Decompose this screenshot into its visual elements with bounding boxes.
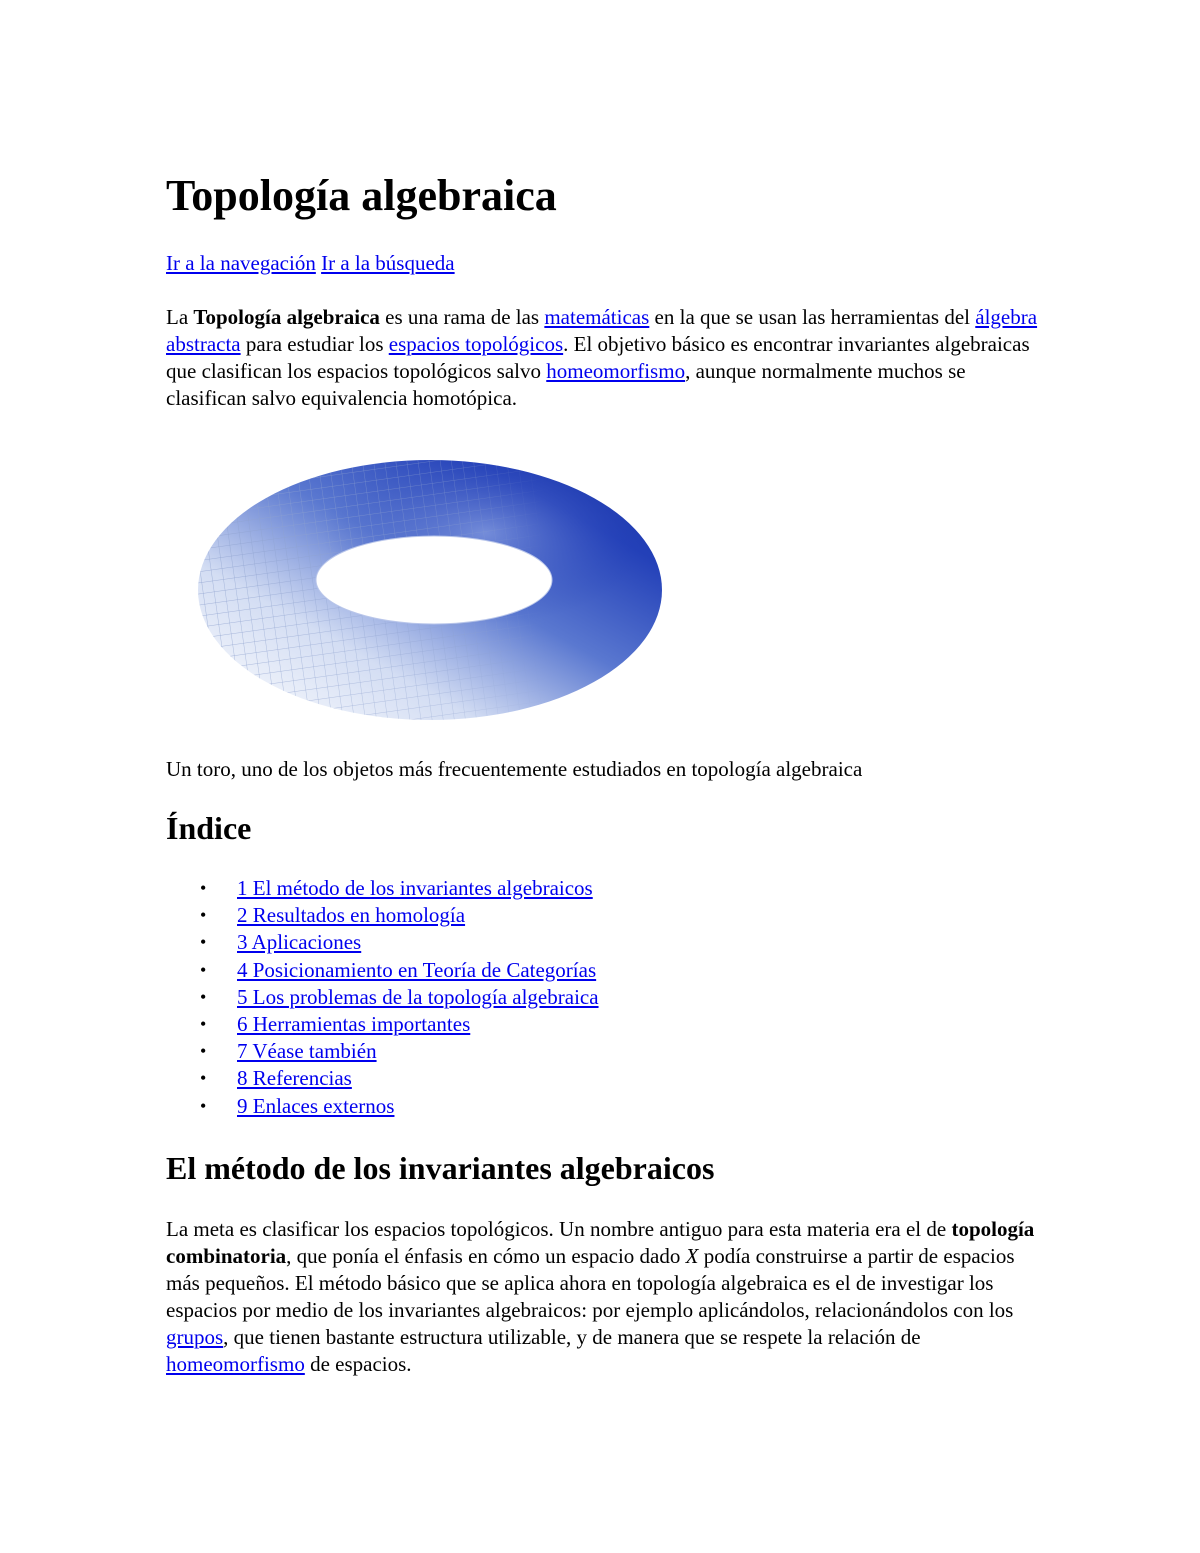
toc-item — [166, 1038, 599, 1065]
homeomorfismo-link[interactable]: homeomorfismo — [546, 359, 686, 383]
bullet-icon: • — [200, 1041, 207, 1062]
toc-item — [166, 957, 599, 984]
skip-links — [166, 249, 455, 277]
section-text: de espacios. — [304, 1352, 412, 1376]
bullet-icon: • — [200, 905, 207, 926]
torus-image — [194, 450, 664, 740]
bullet-icon: • — [200, 932, 207, 953]
section-text: La meta es clasificar los espacios topológicos. Un nombre antiguo para esta materia era el de — [166, 1217, 952, 1241]
toc-item — [166, 1011, 599, 1038]
bullet-icon: • — [200, 1095, 207, 1116]
intro-bold-term: Topología algebraica — [193, 305, 380, 329]
intro-text: . El objetivo básico es encontrar invariantes algebraicas que clasifican los espacios topológicos salvo — [166, 332, 1030, 383]
matematicas-link[interactable]: matemáticas — [544, 305, 650, 329]
intro-text: , aunque normalmente muchos se clasifican salvo equivalencia homotópica. — [166, 359, 966, 410]
toc-link-6[interactable]: 6 Herramientas importantes — [237, 1012, 471, 1037]
toc-item — [166, 929, 599, 956]
toc-link-5[interactable]: 5 Los problemas de la topología algebraica — [237, 984, 599, 1009]
toc-item — [166, 1093, 599, 1120]
bullet-icon: • — [200, 1014, 207, 1035]
go-to-search-link[interactable]: Ir a la búsqueda — [321, 251, 455, 275]
intro-text: La — [166, 305, 194, 329]
section-paragraph — [166, 1216, 1046, 1378]
intro-text: para estudiar los — [240, 332, 389, 356]
toc-heading: Índice — [166, 810, 252, 846]
espacios-topologicos-link[interactable]: espacios topológicos — [388, 332, 564, 356]
go-to-navigation-link[interactable]: Ir a la navegación — [166, 251, 316, 275]
grupos-link[interactable]: grupos — [166, 1325, 224, 1349]
toc-item — [166, 902, 599, 929]
bullet-icon: • — [200, 959, 207, 980]
section-text: , que tienen bastante estructura utilizable, y de manera que se respete la relación de — [223, 1325, 921, 1349]
algebra-abstracta-link[interactable]: álgebra abstracta — [166, 305, 1038, 356]
section-bold-term: topología combinatoria — [166, 1217, 1035, 1268]
bullet-icon: • — [200, 878, 207, 898]
toc-item — [166, 1065, 599, 1092]
toc-link-7[interactable]: 7 Véase también — [237, 1039, 377, 1064]
intro-text: es una rama de las — [379, 305, 545, 329]
bullet-icon: • — [200, 1068, 207, 1089]
bullet-icon: • — [200, 986, 207, 1007]
toc-link-4[interactable]: 4 Posicionamiento en Teoría de Categorías — [237, 957, 597, 982]
intro-paragraph — [166, 304, 1046, 412]
section-heading: El método de los invariantes algebraicos — [166, 1150, 715, 1186]
toc-item — [166, 875, 599, 902]
intro-text: en la que se usan las herramientas del — [649, 305, 976, 329]
math-variable: X — [685, 1244, 699, 1268]
toc-item — [166, 984, 599, 1011]
toc-link-3[interactable]: 3 Aplicaciones — [237, 930, 362, 955]
table-of-contents — [166, 875, 599, 1120]
homeomorfismo-link[interactable]: homeomorfismo — [166, 1352, 305, 1376]
section-text: podía construirse a partir de espacios más pequeños. El método básico que se aplica ahora en topología algebraica es el de investigar los espacios por medio de los invariantes algebraicos: por ejemplo aplicándolos, relacionándolos con los — [166, 1244, 1015, 1322]
toc-link-1[interactable]: 1 El método de los invariantes algebraicos — [237, 876, 593, 900]
section-text: , que ponía el énfasis en cómo un espacio dado — [286, 1244, 686, 1268]
toc-link-9[interactable]: 9 Enlaces externos — [237, 1093, 395, 1118]
figure-caption: Un toro, uno de los objetos más frecuentemente estudiados en topología algebraica — [166, 757, 863, 781]
page-title: Topología algebraica — [166, 171, 557, 220]
toc-link-2[interactable]: 2 Resultados en homología — [237, 903, 466, 928]
toc-link-8[interactable]: 8 Referencias — [237, 1066, 352, 1091]
